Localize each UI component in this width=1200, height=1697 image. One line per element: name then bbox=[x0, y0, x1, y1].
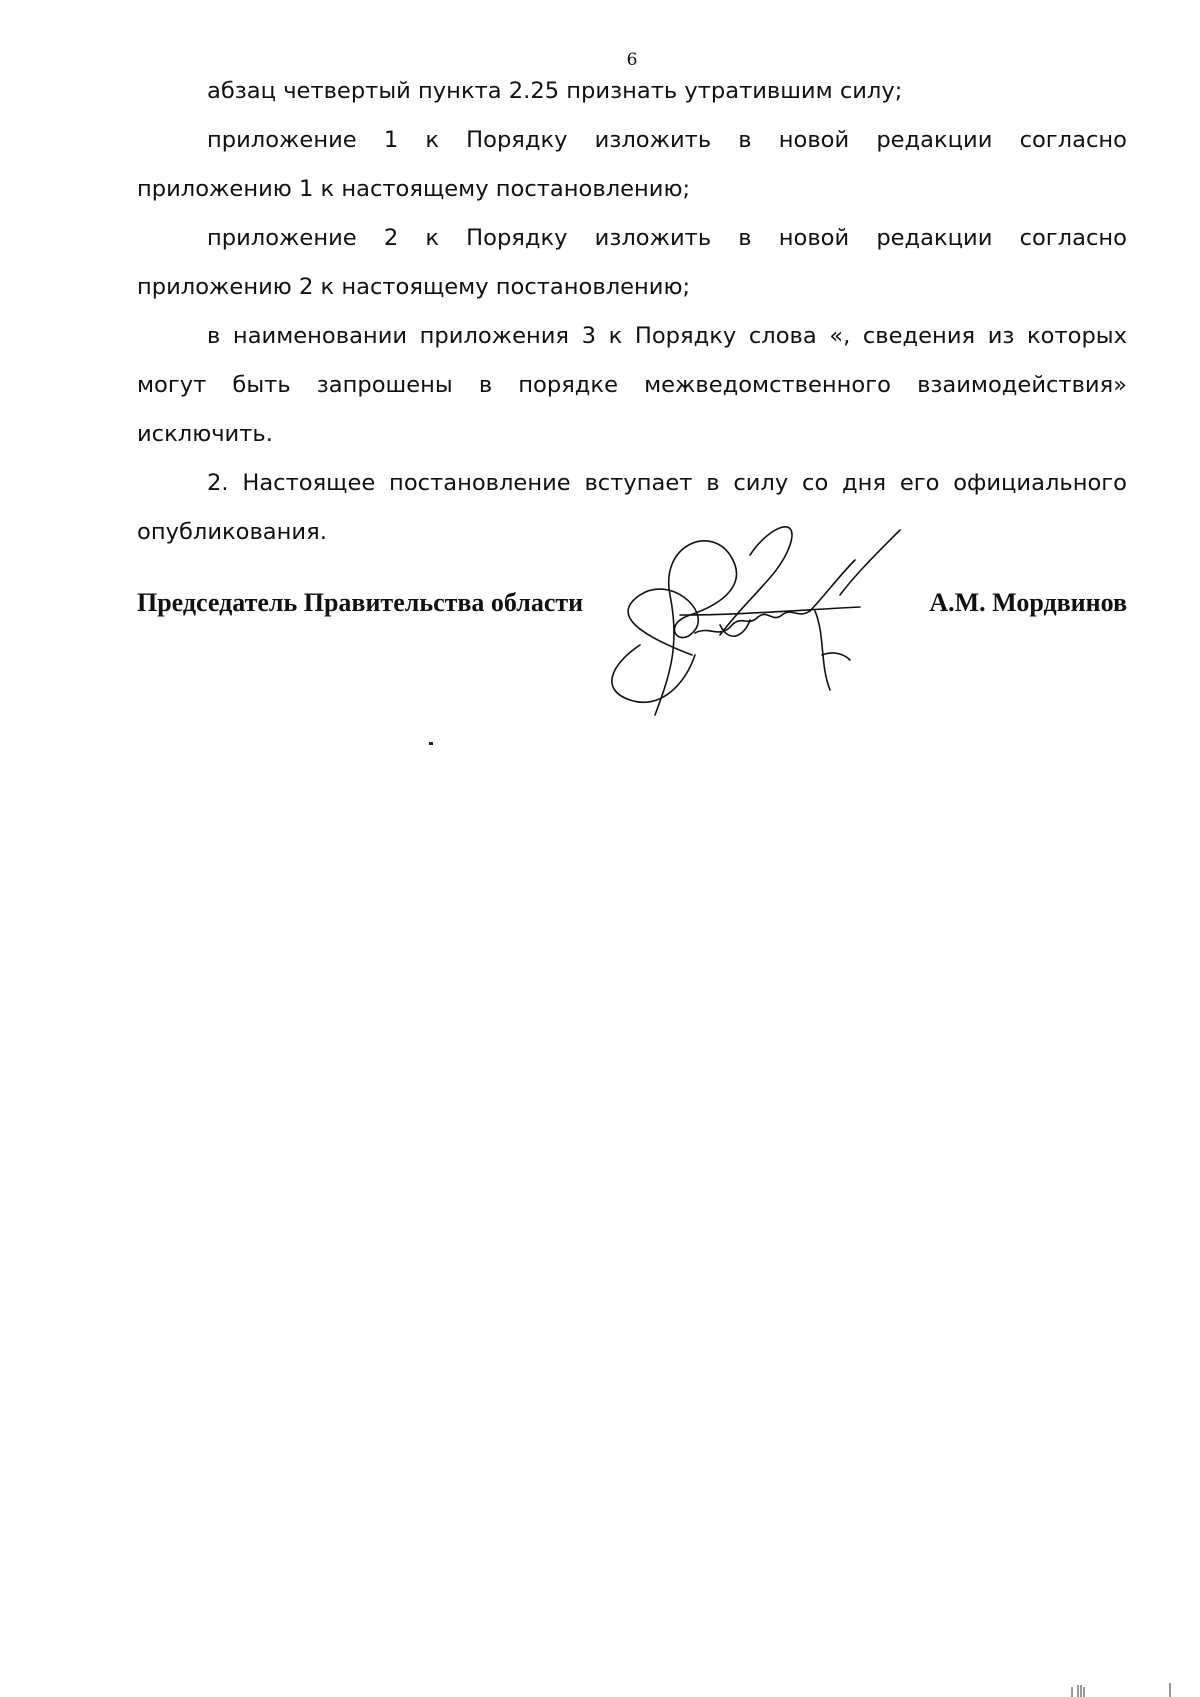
handwritten-signature-image bbox=[600, 515, 950, 725]
signatory-position: Председатель Правительства области bbox=[137, 588, 584, 617]
paragraph: 2. Настоящее постановление вступает в силу со дня его официального опубликования. bbox=[137, 470, 1127, 545]
paragraph: в наименовании приложения 3 к Порядку слова «, сведения из которых могут быть запрошены в порядке межведомственного взаимодействия» исключить. bbox=[137, 323, 1127, 447]
paragraph: абзац четвертый пункта 2.25 признать утратившим силу; bbox=[207, 78, 903, 104]
paragraph: приложение 2 к Порядку изложить в новой редакции согласно приложению 2 к настоящему постановлению; bbox=[137, 225, 1127, 300]
scan-edge-marks bbox=[1060, 1683, 1180, 1697]
paragraph: приложение 1 к Порядку изложить в новой редакции согласно приложению 1 к настоящему постановлению; bbox=[137, 127, 1127, 202]
page-number: 6 bbox=[626, 50, 638, 70]
document-body bbox=[137, 67, 1127, 557]
stray-mark bbox=[429, 742, 433, 745]
signatory-name: А.М. Мордвинов bbox=[929, 588, 1127, 617]
